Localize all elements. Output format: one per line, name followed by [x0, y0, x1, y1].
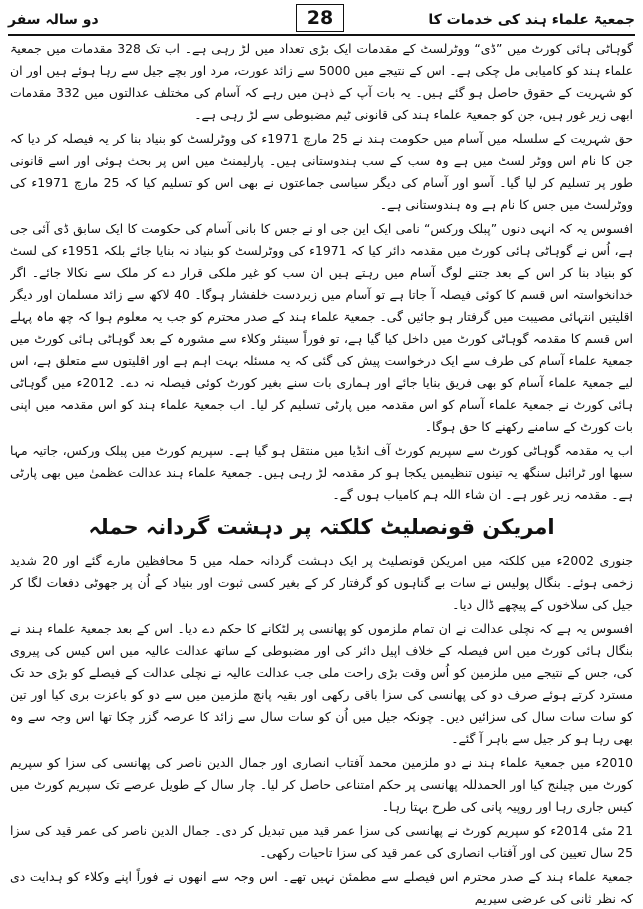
- paragraph: حق شہریت کے سلسلہ میں آسام میں حکومت ہند نے 25 مارچ 1971ء کی ووٹرلسٹ کو بنیاد بنا کر یہ فیصلہ کر دیا کہ جن کا نام اس ووٹر لسٹ میں ہے وہ سب کے سب ہندوستانی ہیں۔ پارلیمنٹ میں اس پر بحث ہوئی اور اسے قانونی طور پر تسلیم کر لیا گیا۔ آسو اور آسام کی دیگر سیاسی جماعتوں نے بھی اس کو تسلیم کیا کہ 25 مارچ 1971ء کی ووٹرلسٹ میں جس کا نام ہے وہ ہندوستانی ہے۔: [10, 131, 633, 212]
- paragraph: افسوس یہ ہے کہ نچلی عدالت نے ان تمام ملزموں کو پھانسی پر لٹکانے کا حکم دے دیا۔ اس کے بعد جمعیۃ علماء ہند نے بنگال ہائی کورٹ میں اس فیصلہ کے خلاف اپیل دائر کی اور مضبوطی کے ساتھ عدالت عالیہ میں اس کیس کی پیروی کی، جس کے نتیجے میں ملزمین کو اُس وقت بڑی راحت ملی جب عدالت عالیہ نے نچلی عدالت کے فیصلے کو بڑی حد تک مسترد کرتے ہوئے صرف دو کی پھانسی کی سزا باقی رکھی اور بقیہ پانچ ملزمین میں سے دو کو باعزت بری کیا اور تین کو سات سات سال کی سزائیں دیں۔ چونکہ جیل میں اُن کو سات سال سے زائد کا عرصہ گزر چکا تھا اس وجہ سے وہ بھی رہا ہو کر جیل سے باہر آ گئے۔: [10, 621, 633, 746]
- paragraph: 21 مئی 2014ء کو سپریم کورٹ نے پھانسی کی سزا عمر قید میں تبدیل کر دی۔ جمال الدین ناصر کی عمر قید کی سزا 25 سال تعیین کی اور آفتاب انصاری کی عمر قید کی سزا تاحیات رکھی۔: [10, 823, 633, 860]
- page-number: 28: [296, 4, 344, 32]
- paragraph: گوہاٹی ہائی کورٹ میں ”ڈی“ ووٹرلسٹ کے مقدمات ایک بڑی تعداد میں لڑ رہی ہے۔ اب تک 328 مقدمات میں جمعیۃ علماء ہند کو کامیابی مل چکی ہے۔ اس کے نتیجے میں 5000 سے زائد عورت، مرد اور بچے جیل سے رہا ہوئے ہیں اور ان کو شہریت کے حقوق حاصل ہو گئے ہیں۔ یہ بات آپ کے ذہن میں رہے کہ آسام کی مختلف عدالتوں میں 332 مقدمات ابھی زیر غور ہیں، جن کو جمعیۃ علماء ہند کی قانونی ٹیم مضبوطی سے لڑ رہی ہے۔: [10, 41, 633, 122]
- section-heading: امریکن قونصلیٹ کلکتہ پر دہشت گردانہ حملہ: [88, 515, 555, 539]
- running-title-left: دو سالہ سفر: [8, 12, 99, 28]
- paragraph: جمعیۃ علماء ہند کے صدر محترم اس فیصلے سے مطمئن نہیں تھے۔ اس وجہ سے انھوں نے فوراً اپنے وکلاء کو ہدایت دی کہ نظر ثانی کی عرضی سپریم: [10, 869, 633, 905]
- header-rule: [8, 34, 635, 36]
- paragraph: 2010ء میں جمعیۃ علماء ہند نے دو ملزمین محمد آفتاب انصاری اور جمال الدین ناصر کی پھانسی کی سزا کو سپریم کورٹ میں چیلنج کیا اور الحمدللہ پھانسی پر حکم امتناعی حاصل کر لیا۔ چار سال کے طویل عرصے تک سپریم کورٹ میں کیس جاری رہا اور روپیہ پانی کی طرح بہتا رہا۔: [10, 755, 633, 814]
- paragraph: جنوری 2002ء میں کلکتہ میں امریکن قونصلیٹ پر ایک دہشت گردانہ حملہ میں 5 محافظین مارے گئے اور 20 شدید زخمی ہوئے۔ بنگال پولیس نے سات بے گناہوں کو گرفتار کر کے بغیر کسی ثبوت اور بنیاد کے اُن پر جھوٹی دفعات لگا کر جیل کی سلاخوں کے پیچھے ڈال دیا۔: [10, 553, 633, 612]
- paragraph: افسوس یہ کہ انہی دنوں ”پبلک ورکس“ نامی ایک این جی او نے جس کا بانی آسام کی حکومت کا ایک سابق ڈی آئی جی ہے، اُس نے گوہاٹی ہائی کورٹ میں مقدمہ دائر کیا کہ 1971ء کی ووٹرلسٹ کو بنیاد نہ بنایا جائے بلکہ 1951ء کی لسٹ کو بنیاد بنا کر اس کے بعد جتنے لوگ آسام میں رہتے ہیں ان سب کو غیر ملکی قرار دے کر ملک سے نکالا جائے۔ اگر خدانخواستہ اس قسم کا کوئی فیصلہ آ جاتا ہے تو آسام میں زبردست خلفشار ہوگا۔ 40 لاکھ سے زائد مسلمان اور دیگر اقلیتیں انتہائی مصیبت میں گرفتار ہو جائیں گی۔ جمعیۃ علماء ہند کے صدر محترم کو جب یہ معلوم ہوا کہ چھ ماہ پہلے اس قسم کا مقدمہ گوہاٹی کورٹ میں داخل کیا گیا ہے، تو فوراً سینئر وکلاء سے مشورہ کے بعد گوہاٹی ہائی کورٹ میں جمعیۃ علماء آسام کی طرف سے ایک درخواست پیش کی گئی کہ یہ مسئلہ بہت اہم ہے اور اقلیتوں سے متعلق ہے، اس لیے جمعیۃ علماء آسام کو بھی فریق بنایا جائے اور ہماری بات سنے بغیر کورٹ کوئی فیصلہ نہ دے۔ 2012ء میں گوہاٹی ہائی کورٹ نے جمعیۃ علماء آسام کو اس مقدمہ میں پارٹی تسلیم کر لیا۔ اب جمعیۃ علماء ہند کو اس مقدمہ میں اپنی بات کورٹ کے سامنے رکھنے کا حق ہوگا۔: [10, 221, 633, 434]
- paragraph: اب یہ مقدمہ گوہاٹی کورٹ سے سپریم کورٹ آف انڈیا میں منتقل ہو گیا ہے۔ سپریم کورٹ میں پبلک ورکس، جاتیہ مہا سبھا اور ٹرائبل سنگھ یہ تینوں تنظیمیں یکجا ہو کر مقدمہ لڑ رہی ہیں۔ جمعیۃ علماء ہند عدالت عظمیٰ میں بھی پارٹی ہے۔ مقدمہ زیر غور ہے۔ ان شاء اللہ ہم کامیاب ہوں گے۔: [10, 443, 633, 502]
- body-text: [10, 38, 633, 905]
- running-title-right: جمعیۃ علماء ہند کی خدمات کا: [428, 12, 635, 28]
